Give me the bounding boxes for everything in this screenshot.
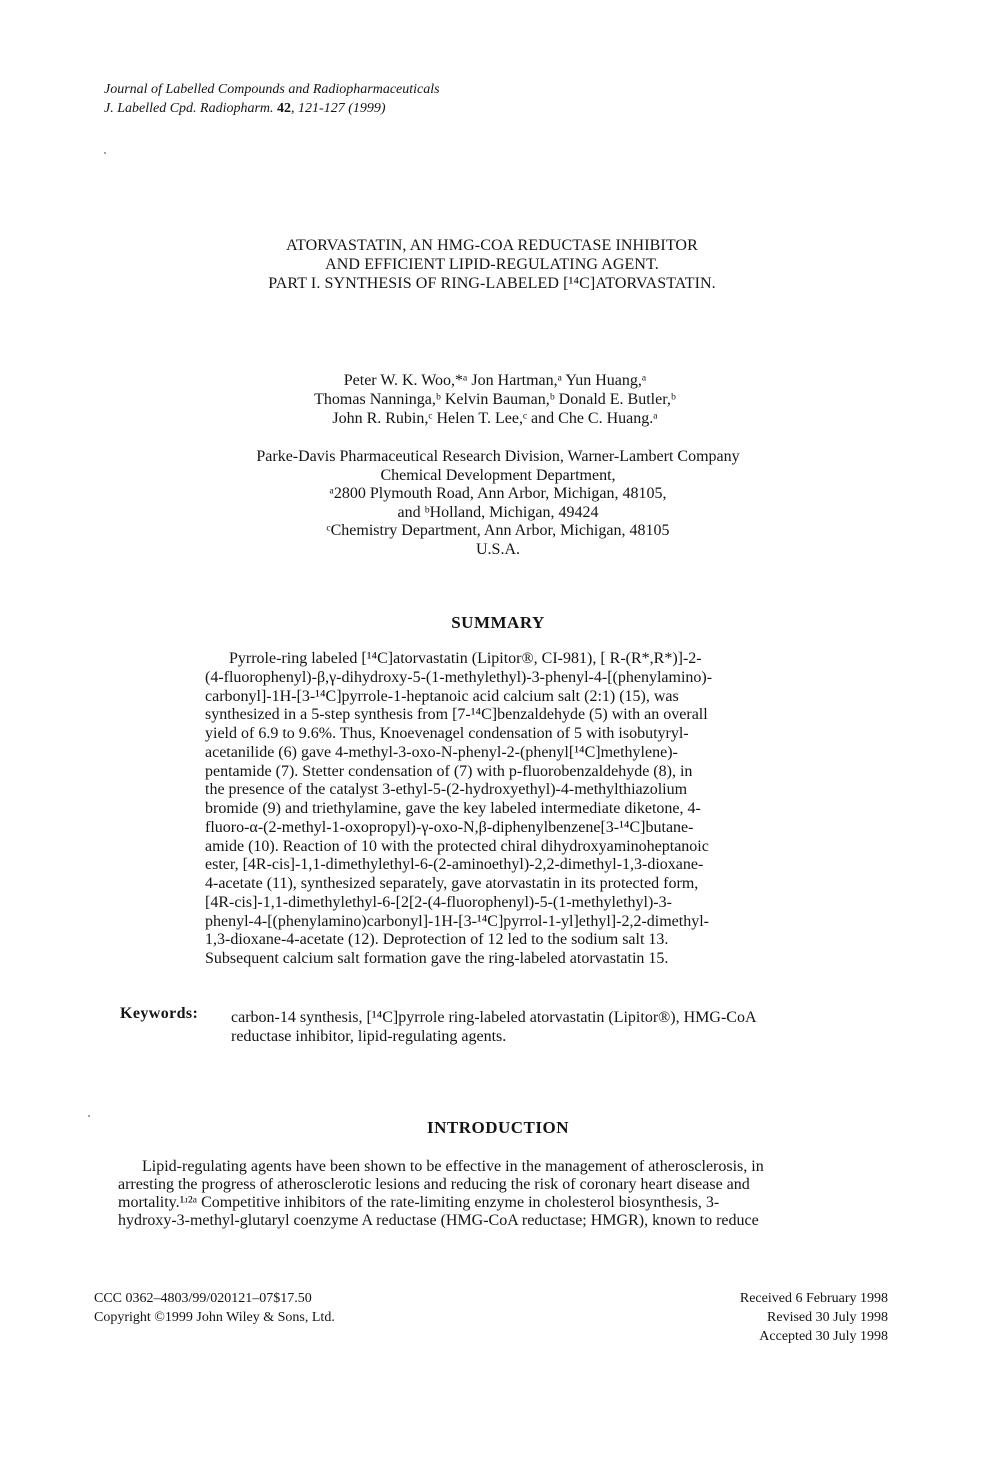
accepted-date: Accepted 30 July 1998 bbox=[759, 1329, 888, 1344]
summary-line: the presence of the catalyst 3-ethyl-5-(2-hydroxyethyl)-4-methylthiazolium bbox=[205, 781, 688, 799]
scan-speck bbox=[104, 152, 106, 154]
summary-line: 4-acetate (11), synthesized separately, gave atorvastatin in its protected form, bbox=[205, 875, 699, 892]
summary-line: 1,3-dioxane-4-acetate (12). Deprotection of 12 led to the sodium salt 13. bbox=[205, 931, 669, 949]
author-list bbox=[0, 371, 984, 428]
summary-line: yield of 6.9 to 9.6%. Thus, Knoevenagel condensation of 5 with isobutyryl- bbox=[205, 725, 689, 742]
intro-line: hydroxy-3-methyl-glutaryl coenzyme A reductase (HMG-CoA reductase; HMGR), known to reduce bbox=[118, 1212, 759, 1229]
summary-line: Pyrrole-ring labeled [¹⁴C]atorvastatin (Lipitor®, CI-981), [ R-(R*,R*)]-2- bbox=[229, 650, 702, 667]
summary-line: acetanilide (6) gave 4-methyl-3-oxo-N-phenyl-2-(phenyl[¹⁴C]methylene)- bbox=[205, 743, 678, 761]
authors-line-1: Peter W. K. Woo,*ᵃ Jon Hartman,ᵃ Yun Huang,ᵃ bbox=[343, 372, 647, 389]
summary-line: [4R-cis]-1,1-dimethylethyl-6-[2[2-(4-fluorophenyl)-5-(1-methylethyl)-3- bbox=[205, 893, 672, 911]
citation-prefix: J. Labelled Cpd. Radiopharm. bbox=[104, 101, 274, 116]
keywords-label: Keywords: bbox=[120, 1005, 199, 1022]
summary-heading: SUMMARY bbox=[451, 613, 545, 632]
revised-date: Revised 30 July 1998 bbox=[767, 1310, 888, 1325]
title-line-3: PART I. SYNTHESIS OF RING-LABELED [¹⁴C]ATORVASTATIN. bbox=[268, 275, 716, 292]
summary-line: Subsequent calcium salt formation gave the ring-labeled atorvastatin 15. bbox=[205, 950, 669, 967]
affiliation-line-6: U.S.A. bbox=[475, 540, 520, 558]
journal-name: Journal of Labelled Compounds and Radiopharmaceuticals bbox=[104, 82, 440, 97]
affiliation-line-5: ᶜChemistry Department, Ann Arbor, Michigan, 48105 bbox=[326, 522, 670, 540]
keywords-text bbox=[231, 1009, 757, 1046]
footer-dates bbox=[740, 1289, 888, 1346]
authors-line-3: John R. Rubin,ᶜ Helen T. Lee,ᶜ and Che C. Huang.ᵃ bbox=[332, 410, 658, 427]
footer-copyright bbox=[94, 1289, 335, 1327]
summary-line: fluoro-α-(2-methyl-1-oxopropyl)-γ-oxo-N,β-diphenylbenzene[3-¹⁴C]butane- bbox=[205, 818, 694, 836]
summary-line: phenyl-4-[(phenylamino)carbonyl]-1H-[3-¹⁴C]pyrrol-1-yl]ethyl]-2,2-dimethyl- bbox=[205, 912, 709, 930]
journal-header bbox=[104, 80, 440, 118]
received-date: Received 6 February 1998 bbox=[739, 1291, 888, 1306]
ccc-code: CCC 0362–4803/99/020121–07$17.50 bbox=[94, 1291, 312, 1306]
summary-line: carbonyl]-1H-[3-¹⁴C]pyrrole-1-heptanoic acid calcium salt (2:1) (15), was bbox=[205, 687, 679, 705]
copyright-notice: Copyright ©1999 John Wiley & Sons, Ltd. bbox=[94, 1310, 335, 1325]
title-line-2: AND EFFICIENT LIPID-REGULATING AGENT. bbox=[325, 256, 659, 273]
affiliation-line-3: ᵃ2800 Plymouth Road, Ann Arbor, Michigan, 48105, bbox=[329, 485, 667, 503]
intro-line: mortality.¹ʴ²ᵃ Competitive inhibitors of the rate-limiting enzyme in cholesterol biosynthesis, 3- bbox=[118, 1194, 720, 1211]
title-line-1: ATORVASTATIN, AN HMG-COA REDUCTASE INHIBITOR bbox=[286, 237, 698, 254]
intro-line: Lipid-regulating agents have been shown to be effective in the management of atherosclerosis, in bbox=[142, 1158, 764, 1175]
keywords-line-2: reductase inhibitor, lipid-regulating agents. bbox=[231, 1027, 507, 1045]
affiliation-line-1: Parke-Davis Pharmaceutical Research Division, Warner-Lambert Company bbox=[256, 448, 740, 465]
keywords-line-1: carbon-14 synthesis, [¹⁴C]pyrrole ring-labeled atorvastatin (Lipitor®), HMG-CoA bbox=[231, 1009, 757, 1026]
citation-pages: , 121-127 (1999) bbox=[291, 101, 386, 116]
affiliation-line-4: and ᵇHolland, Michigan, 49424 bbox=[397, 503, 599, 521]
summary-line: bromide (9) and triethylamine, gave the key labeled intermediate diketone, 4- bbox=[205, 800, 701, 817]
introduction-text bbox=[118, 1158, 878, 1230]
affiliation-block bbox=[0, 448, 984, 560]
summary-line: (4-fluorophenyl)-β,γ-dihydroxy-5-(1-methylethyl)-3-phenyl-4-[(phenylamino)- bbox=[205, 668, 713, 686]
authors-line-2: Thomas Nanninga,ᵇ Kelvin Bauman,ᵇ Donald E. Butler,ᵇ bbox=[314, 391, 676, 408]
summary-line: synthesized in a 5-step synthesis from [7-¹⁴C]benzaldehyde (5) with an overall bbox=[205, 706, 708, 724]
summary-line: amide (10). Reaction of 10 with the protected chiral dihydroxyaminoheptanoic bbox=[205, 837, 709, 855]
journal-citation bbox=[104, 99, 440, 118]
intro-line: arresting the progress of atherosclerotic lesions and reducing the risk of coronary heart disease and bbox=[118, 1176, 750, 1193]
summary-text bbox=[205, 650, 805, 969]
summary-line: ester, [4R-cis]-1,1-dimethylethyl-6-(2-aminoethyl)-2,2-dimethyl-1,3-dioxane- bbox=[205, 856, 704, 874]
citation-volume: 42 bbox=[277, 101, 292, 116]
summary-line: pentamide (7). Stetter condensation of (7) with p-fluorobenzaldehyde (8), in bbox=[205, 762, 693, 780]
paper-title bbox=[0, 236, 984, 293]
affiliation-line-2: Chemical Development Department, bbox=[380, 466, 616, 484]
scan-speck bbox=[88, 1115, 90, 1117]
introduction-heading: INTRODUCTION bbox=[426, 1118, 570, 1137]
